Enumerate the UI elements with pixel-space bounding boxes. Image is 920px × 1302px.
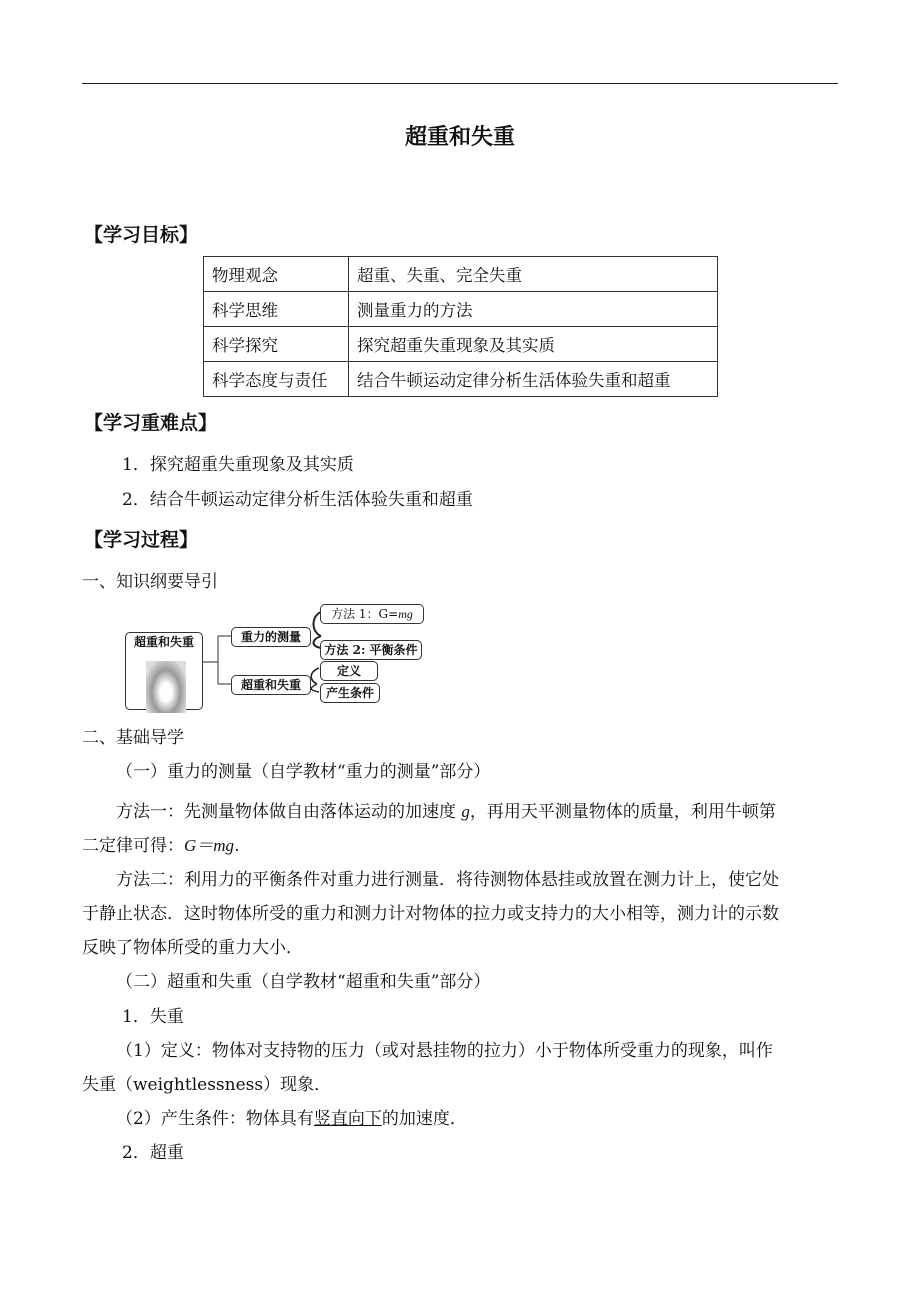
key-points-heading: 【学习重难点】 [84,412,218,434]
text: （2）产生条件：物体具有 [116,1109,314,1129]
paragraph-line: 方法二：利用力的平衡条件对重力进行测量．将待测物体悬挂或放置在测力计上，使它处 [116,870,779,890]
knowledge-diagram [125,602,430,710]
formula: G＝mg [184,836,235,855]
goal-value: 探究超重失重现象及其实质 [349,327,718,362]
diagram-leaf: 产生条件 [320,683,380,703]
goal-value: 超重、失重、完全失重 [349,257,718,292]
item-heading: 2．超重 [122,1143,184,1163]
text: 二定律可得： [82,836,184,856]
header-rule [82,83,838,84]
key-point-item: 1．探究超重失重现象及其实质 [122,455,354,475]
section-1-heading: 一、知识纲要导引 [82,572,218,592]
diagram-root [125,632,203,710]
leaf-text: 方法 1：G= [331,607,399,621]
root-label: 超重和失重 [133,635,194,649]
text: 方法一：先测量物体做自由落体运动的加速度 [116,802,462,822]
illustration-image [146,661,186,713]
subsection-heading: （二）超重和失重（自学教材“超重和失重”部分） [116,972,491,992]
diagram-branch: 超重和失重 [231,675,311,695]
goal-value: 测量重力的方法 [349,292,718,327]
diagram-leaf [320,604,424,624]
table-row [204,327,718,362]
text: . [234,836,240,856]
item-heading: 1．失重 [122,1007,184,1027]
paragraph-line [82,1102,872,1136]
table-row [204,362,718,397]
section-2-heading: 二、基础导学 [82,728,184,748]
key-point-item: 2．结合牛顿运动定律分析生活体验失重和超重 [122,490,473,510]
text: 的加速度． [381,1109,467,1129]
goal-key: 科学态度与责任 [204,362,349,397]
paragraph-line: （1）定义：物体对支持物的压力（或对悬挂物的拉力）小于物体所受重力的现象，叫作 [116,1041,773,1061]
underlined-answer: 竖直向下 [313,1109,382,1129]
goal-key: 科学探究 [204,327,349,362]
goal-key: 物理观念 [204,257,349,292]
table-row [204,257,718,292]
diagram-branch: 重力的测量 [231,627,311,647]
page-title: 超重和失重 [404,124,515,150]
paragraph-line [82,795,872,829]
paragraph-line: 反映了物体所受的重力大小． [82,938,303,958]
formula: g [461,802,470,821]
diagram-leaf: 方法 2: 平衡条件 [320,640,422,660]
paragraph-line: 于静止状态．这时物体所受的重力和测力计对物体的拉力或支持力的大小相等，测力计的示数 [82,904,779,924]
goals-table [203,256,718,397]
diagram-leaf: 定义 [320,661,378,681]
goal-key: 科学思维 [204,292,349,327]
subsection-heading: （一）重力的测量（自学教材“重力的测量”部分） [116,762,491,782]
paragraph-line [82,829,838,863]
leaf-formula: mg [398,607,413,621]
table-row [204,292,718,327]
process-heading: 【学习过程】 [84,529,199,551]
goal-value: 结合牛顿运动定律分析生活体验失重和超重 [349,362,718,397]
paragraph-line: 失重（weightlessness）现象． [82,1075,332,1095]
goals-heading: 【学习目标】 [84,224,199,246]
text: ，再用天平测量物体的质量，利用牛顿第 [469,802,776,822]
